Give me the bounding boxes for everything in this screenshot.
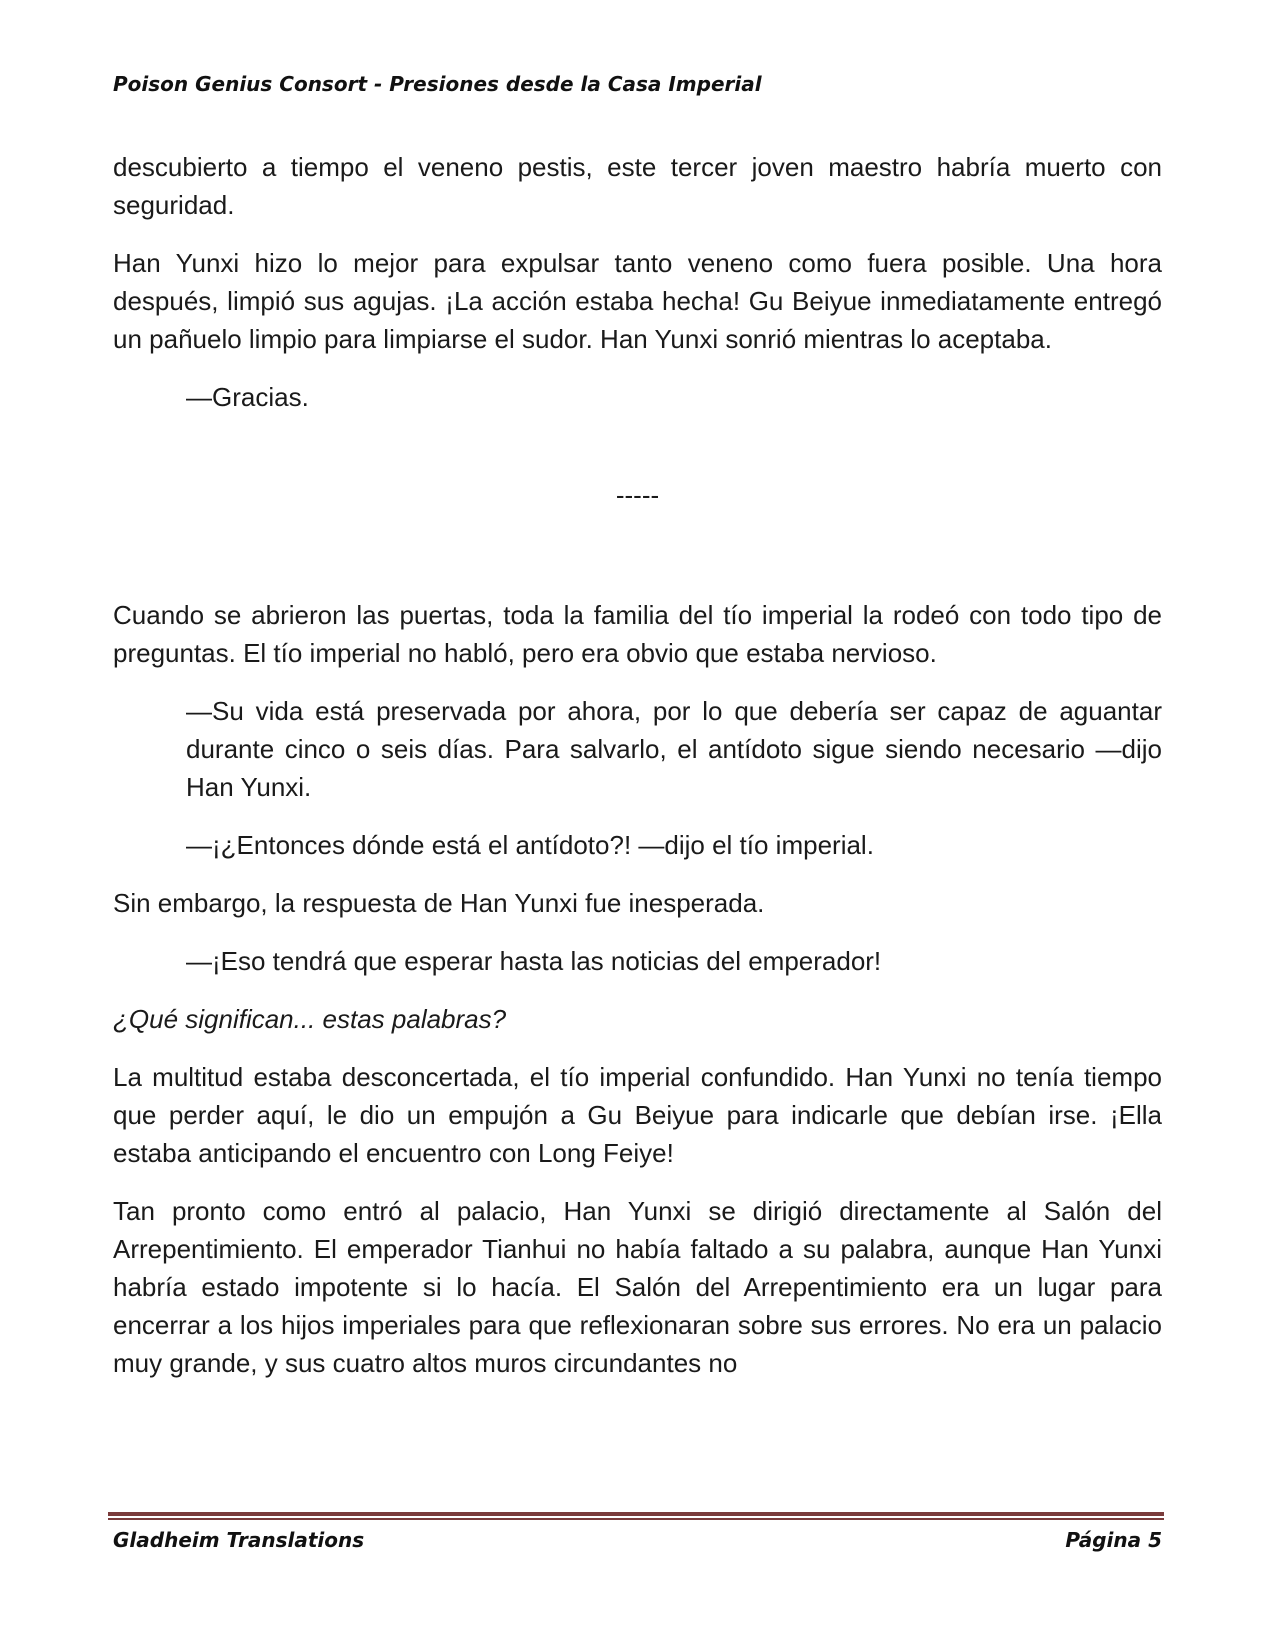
page-header-title: Poison Genius Consort - Presiones desde la Casa Imperial [113,72,762,96]
paragraph: Tan pronto como entró al palacio, Han Yunxi se dirigió directamente al Salón del Arrepentimiento. El emperador Tianhui no había faltado a su palabra, aunque Han Yunxi habría estado impotente si lo hacía. El Salón del Arrepentimiento era un lugar para encerrar a los hijos imperiales para que reflexionaran sobre sus errores. No era un palacio muy grande, y sus cuatro altos muros circundantes no [113,1196,1162,1378]
footer-page-number: Página 5 [1065,1528,1162,1552]
paragraph: La multitud estaba desconcertada, el tío imperial confundido. Han Yunxi no tenía tiempo que perder aquí, le dio un empujón a Gu Beiyue para indicarle que debían irse. ¡Ella estaba anticipando el encuentro con Long Feiye! [113,1062,1162,1168]
paragraph: descubierto a tiempo el veneno pestis, este tercer joven maestro habría muerto con seguridad. [113,152,1162,220]
paragraph: Han Yunxi hizo lo mejor para expulsar tanto veneno como fuera posible. Una hora después, limpió sus agujas. ¡La acción estaba hecha! Gu Beiyue inmediatamente entregó un pañuelo limpio para limpiarse el sudor. Han Yunxi sonrió mientras lo aceptaba. [113,248,1162,354]
paragraph: Sin embargo, la respuesta de Han Yunxi fue inesperada. [113,888,765,918]
footer-publisher: Gladheim Translations [113,1528,365,1552]
inner-thought: ¿Qué significan... estas palabras? [113,1004,507,1034]
scene-separator: ----- [615,480,660,510]
dialogue-line: —¡Eso tendrá que esperar hasta las noticias del emperador! [186,946,882,976]
paragraph: Cuando se abrieron las puertas, toda la familia del tío imperial la rodeó con todo tipo de preguntas. El tío imperial no habló, pero era obvio que estaba nervioso. [113,600,1162,668]
dialogue-line: —Gracias. [186,382,309,412]
footer-divider [108,1512,1164,1521]
document-body [113,148,1162,1402]
dialogue-line: —¡¿Entonces dónde está el antídoto?! —dijo el tío imperial. [186,830,874,860]
dialogue-line: —Su vida está preservada por ahora, por lo que debería ser capaz de aguantar durante cinco o seis días. Para salvarlo, el antídoto sigue siendo necesario —dijo Han Yunxi. [186,696,1162,802]
